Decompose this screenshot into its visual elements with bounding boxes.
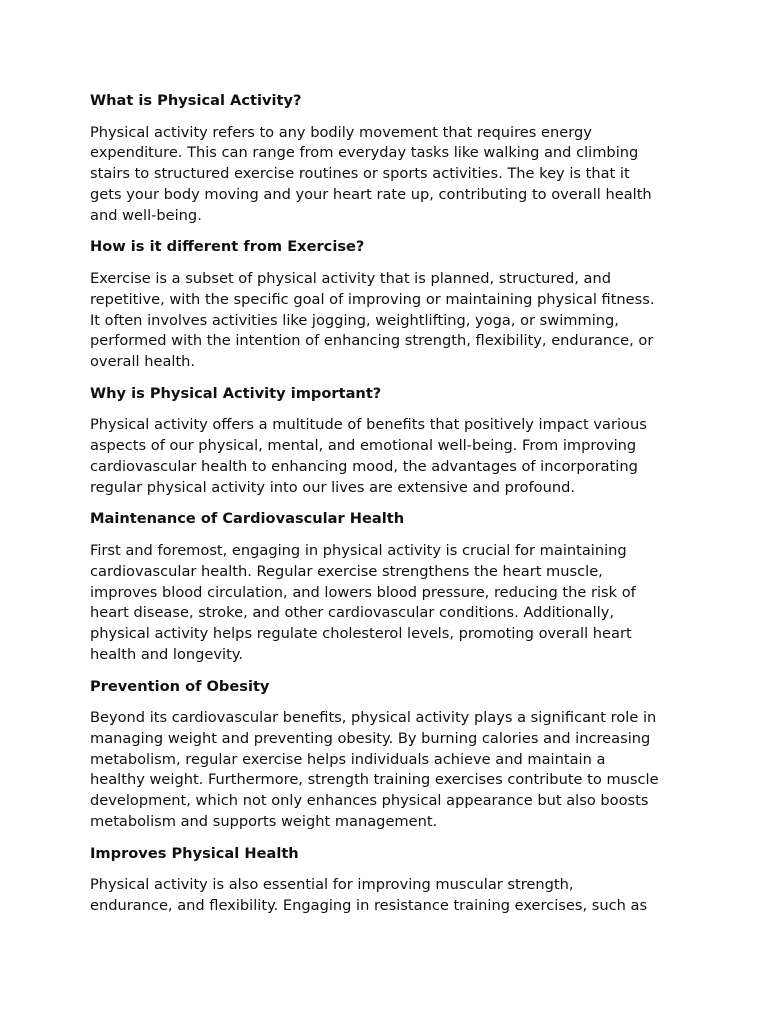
paragraph-line: Physical activity refers to any bodily movement that requires energy <box>90 123 592 141</box>
section-paragraph <box>90 123 686 227</box>
paragraph-line: endurance, and flexibility. Engaging in resistance training exercises, such as <box>90 897 648 915</box>
paragraph-line: performed with the intention of enhancing strength, flexibility, endurance, or <box>90 332 654 350</box>
paragraph-line: cardiovascular health. Regular exercise strengthens the heart muscle, <box>90 562 603 580</box>
paragraph-line: repetitive, with the specific goal of improving or maintaining physical fitness. <box>90 290 655 308</box>
paragraph-line: improves blood circulation, and lowers blood pressure, reducing the risk of <box>90 583 636 601</box>
paragraph-line: health and longevity. <box>90 645 244 663</box>
section-heading: Maintenance of Cardiovascular Health <box>90 510 405 528</box>
paragraph-line: managing weight and preventing obesity. By burning calories and increasing <box>90 729 651 747</box>
section-heading: Why is Physical Activity important? <box>90 384 382 402</box>
paragraph-line: Beyond its cardiovascular benefits, physical activity plays a significant role in <box>90 709 657 727</box>
paragraph-line: Physical activity offers a multitude of benefits that positively impact various <box>90 416 647 434</box>
section-heading: What is Physical Activity? <box>90 92 302 109</box>
paragraph-line: It often involves activities like jogging, weightlifting, yoga, or swimming, <box>90 311 619 329</box>
section-heading: Improves Physical Health <box>90 844 299 862</box>
paragraph-line: expenditure. This can range from everyday tasks like walking and climbing <box>90 144 639 162</box>
section-paragraph <box>90 541 686 666</box>
paragraph-line: healthy weight. Furthermore, strength training exercises contribute to muscle <box>90 771 659 789</box>
paragraph-line: cardiovascular health to enhancing mood, the advantages of incorporating <box>90 457 638 475</box>
section-paragraph <box>90 415 686 498</box>
paragraph-line: metabolism and supports weight management. <box>90 813 438 831</box>
paragraph-line: regular physical activity into our lives are extensive and profound. <box>90 478 575 496</box>
paragraph-line: overall health. <box>90 353 196 371</box>
paragraph-line: metabolism, regular exercise helps individuals achieve and maintain a <box>90 750 606 768</box>
section-paragraph <box>90 875 686 917</box>
section-paragraph <box>90 708 686 833</box>
paragraph-line: First and foremost, engaging in physical activity is crucial for maintaining <box>90 541 627 559</box>
paragraph-line: development, which not only enhances physical appearance but also boosts <box>90 792 649 810</box>
paragraph-line: aspects of our physical, mental, and emotional well-being. From improving <box>90 437 637 455</box>
paragraph-line: stairs to structured exercise routines or sports activities. The key is that it <box>90 165 630 183</box>
paragraph-line: and well-being. <box>90 206 202 224</box>
document-body <box>90 91 686 928</box>
section-heading: How is it different from Exercise? <box>90 238 365 256</box>
section-heading: Prevention of Obesity <box>90 677 270 695</box>
paragraph-line: Physical activity is also essential for improving muscular strength, <box>90 876 574 894</box>
section-paragraph <box>90 269 686 373</box>
paragraph-line: gets your body moving and your heart rate up, contributing to overall health <box>90 185 652 203</box>
paragraph-line: physical activity helps regulate cholesterol levels, promoting overall heart <box>90 625 632 643</box>
paragraph-line: heart disease, stroke, and other cardiovascular conditions. Additionally, <box>90 604 614 622</box>
paragraph-line: Exercise is a subset of physical activity that is planned, structured, and <box>90 269 611 287</box>
